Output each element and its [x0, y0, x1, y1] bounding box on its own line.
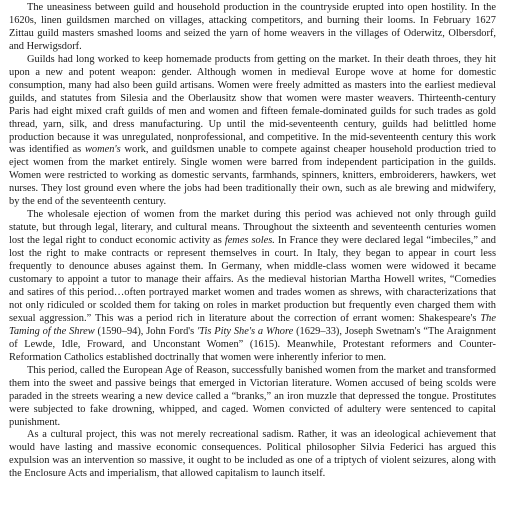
text-run: This period, called the European Age of Reason, successfully banished women from the market and transformed them into the sweet and passive beings that emerged in Victorian literature. Women accused of being scolds were paraded in the streets wearing a new device called a “branks,” an iron muzzle that depressed the tongue. Prostitutes were subjected to fake drowning, whipped, and caged. Women convicted of adultery were sentenced to capital punishment.	[9, 364, 496, 428]
text-run: Guilds had long worked to keep homemade products from getting on the market. In their death throes, they hit upon a new and potent weapon: gender. Although women in medieval Europe wove at home for domestic consumption, many had also been guild artisans. Women were freely admitted as masters into the earliest medieval guilds, and statutes from Silesia and the Oberlausitz show that women were master weavers. Thirteenth-century Paris had eight mixed craft guilds of men and women and fifteen female-dominated guilds for such trades as gold thread, yarn, silk, and dress manufacturing. Up until the mid-seventeenth century, guilds had belittled home production because it was unregulated, nonprofessional, and competitive. In the mid-seventeenth century this work was identified as	[9, 53, 496, 156]
text-run: (1629–33), Joseph Swetnam's “The Araignment of Lewde, Idle, Froward, and Unconstant Women” (1615). Meanwhile, Protestant reformers and Counter-Reformation Catholics established doctrinally that women were inherently inferior to men.	[9, 325, 496, 363]
italic-text-run: 'Tis Pity She's a Whore	[197, 325, 294, 337]
paragraph-cultural-project	[9, 429, 496, 481]
italic-text-run: femes soles.	[224, 235, 275, 247]
text-run: As a cultural project, this was not merely recreational sadism. Rather, it was an ideological achievement that would have lasting and massive economic consequences. Political philosopher Silvia Federici has argued this expulsion was an intervention so massive, it ought to be included as one of a triptych of violent seizures, along with the Enclosure Acts and imperialism, that allowed capitalism to launch itself.	[9, 429, 496, 480]
text-run: The wholesale ejection of women from the market during this period was achieved not only through guild statute, but through legal, literary, and cultural means. Throughout the sixteenth and seventeenth centuries women lost the legal right to conduct economic activity as	[9, 209, 496, 247]
text-run: work, and guildsmen unable to compete against cheaper household production tried to eject women from the market entirely. Single women were barred from independent participation in the guilds. Women were restricted to working as domestic servants, farmhands, spinners, knitters, embroiderers, hawkers, wet nurses. They lost ground even where the jobs had been traditionally their own, such as ale brewing and midwifery, by the end of the seventeenth century.	[9, 144, 496, 208]
text-run: The uneasiness between guild and household production in the countryside erupted into open hostility. In the 1620s, linen guildsmen marched on villages, attacking competitors, and burning their looms. In February 1627 Zittau guild masters smashed looms and seized the yarn of home weavers in the villages of Oderwitz, Olbersdorf, and Herwigsdorf.	[9, 2, 496, 52]
text-run: In France they were declared legal “imbeciles,” and lost the right to make contracts or represent themselves in court. In Italy, they began to appear in court less frequently to denounce abuses against them. In Germany, when middle-class women were widowed it became customary to appoint a tutor to manage their affairs. As the medieval historian Martha Howell writes, “Comedies and satires of this period…often portrayed market women and trades women as shrews, with characterizations that not only ridiculed or scolded them for taking on roles in market production but frequently even charged them with sexual aggression.” This was a period rich in literature about the correction of errant women: Shakespeare's	[9, 235, 496, 324]
paragraph-wholesale-ejection	[9, 209, 496, 364]
italic-text-run: The Taming of the Shrew	[9, 312, 496, 337]
paragraph-guild-hostility	[9, 2, 496, 54]
paragraph-gender-weapon	[9, 54, 496, 209]
italic-text-run: women's	[85, 144, 121, 156]
paragraph-age-of-reason	[9, 365, 496, 430]
text-run: (1590–94), John Ford's	[94, 325, 198, 337]
